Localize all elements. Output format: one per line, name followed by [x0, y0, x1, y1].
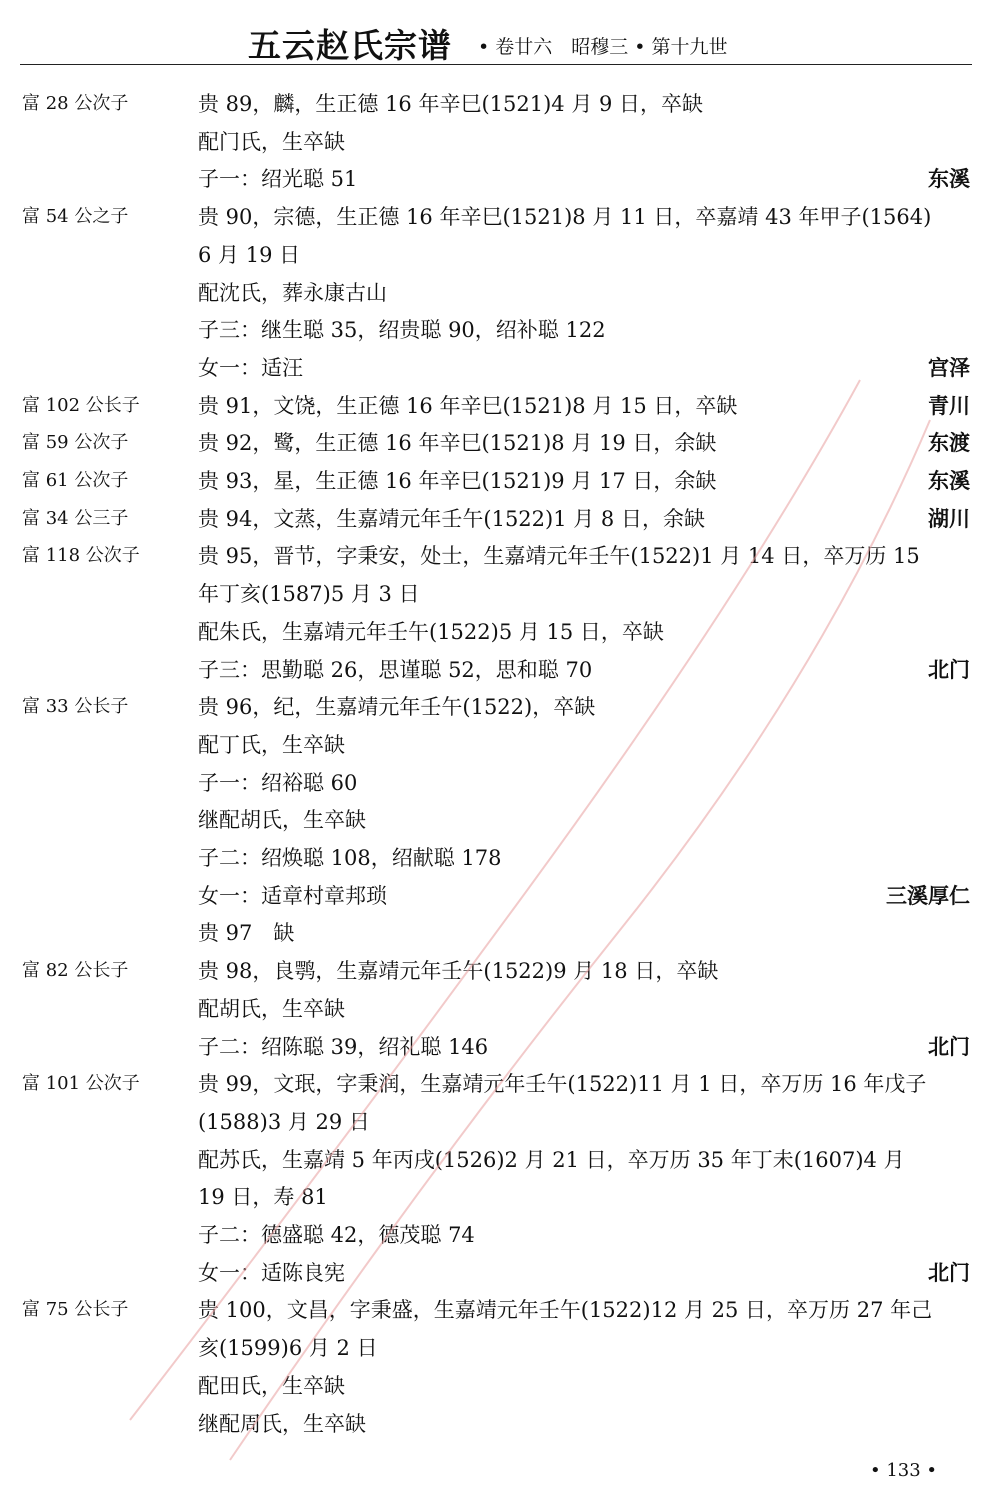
place-label: 青川 — [928, 392, 970, 418]
entry-line: 继配胡氏，生卒缺 — [198, 808, 366, 833]
place-label: 宫泽 — [928, 354, 970, 380]
entry-line: 贵 92，鹭，生正德 16 年辛巳(1521)8 月 19 日，余缺 — [198, 431, 717, 456]
entry-line: (1588)3 月 29 日 — [198, 1109, 370, 1134]
entry-line: 贵 99，文珉，字秉润，生嘉靖元年壬午(1522)11 月 1 日，卒万历 16 年戊子 — [198, 1072, 927, 1097]
father-label: 富 75 公长子 — [22, 1299, 129, 1321]
page-number: • 133 • — [870, 1460, 938, 1481]
entry-line: 女一：适汪 — [198, 355, 303, 380]
entry-line: 子一：绍裕聪 60 — [198, 770, 358, 795]
entry-line: 子三：继生聪 35，绍贵聪 90，绍补聪 122 — [198, 318, 606, 343]
entry-line: 亥(1599)6 月 2 日 — [198, 1336, 378, 1361]
father-label: 富 34 公三子 — [22, 507, 129, 529]
entry-line: 配丁氏，生卒缺 — [198, 732, 345, 757]
entry-line: 贵 89，麟，生正德 16 年辛巳(1521)4 月 9 日，卒缺 — [198, 92, 704, 116]
father-label: 富 28 公次子 — [22, 93, 129, 114]
entry-line: 贵 100，文昌，字秉盛，生嘉靖元年壬午(1522)12 月 25 日，卒万历 27 年己 — [198, 1298, 933, 1323]
entry-line: 女一：适陈良宪 — [198, 1260, 345, 1285]
father-label: 富 59 公次子 — [22, 432, 129, 454]
place-label: 三溪厚仁 — [886, 882, 970, 908]
place-label: 北门 — [928, 1259, 970, 1285]
entry-line: 子二：绍陈聪 39，绍礼聪 146 — [198, 1034, 489, 1059]
entry-line: 配门氏，生卒缺 — [198, 129, 345, 154]
father-label: 富 118 公次子 — [22, 545, 140, 567]
father-label: 富 102 公长子 — [22, 394, 140, 416]
entry-line: 贵 91，文饶，生正德 16 年辛巳(1521)8 月 15 日，卒缺 — [198, 393, 738, 418]
father-label: 富 101 公次子 — [22, 1073, 140, 1095]
entry-line: 贵 93，星，生正德 16 年辛巳(1521)9 月 17 日，余缺 — [198, 469, 717, 493]
entry-line: 配朱氏，生嘉靖元年壬午(1522)5 月 15 日，卒缺 — [198, 619, 664, 644]
entry-line: 子二：绍焕聪 108，绍献聪 178 — [198, 846, 502, 870]
entry-line: 配苏氏，生嘉靖 5 年丙戌(1526)2 月 21 日，卒万历 35 年丁未(1607)4 月 — [198, 1147, 905, 1172]
entry-line: 配田氏，生卒缺 — [198, 1373, 345, 1398]
entry-line: 贵 94，文蒸，生嘉靖元年壬午(1522)1 月 8 日，余缺 — [198, 506, 705, 531]
entry-line: 19 日，寿 81 — [198, 1185, 328, 1210]
entry-line: 贵 90，宗德，生正德 16 年辛巳(1521)8 月 11 日，卒嘉靖 43 年甲子(1564) — [198, 205, 932, 230]
page-header — [20, 18, 972, 65]
entry-line: 贵 96，纪，生嘉靖元年壬午(1522)，卒缺 — [198, 695, 596, 720]
entry-line: 配沈氏，葬永康古山 — [198, 280, 387, 305]
father-label: 富 61 公次子 — [22, 470, 129, 491]
place-label: 东渡 — [928, 430, 970, 456]
father-label: 富 33 公长子 — [22, 696, 129, 718]
place-label: 北门 — [928, 656, 970, 682]
father-label: 富 82 公长子 — [22, 960, 129, 982]
entry-line: 贵 95，晋节，字秉安，处士，生嘉靖元年壬午(1522)1 月 14 日，卒万历 15 — [198, 544, 920, 569]
entry-line: 6 月 19 日 — [198, 242, 301, 267]
place-label: 北门 — [928, 1033, 970, 1059]
father-label: 富 54 公之子 — [22, 206, 129, 228]
book-title: 五云赵氏宗谱 — [248, 26, 452, 65]
place-label: 湖川 — [928, 505, 970, 531]
entry-line: 年丁亥(1587)5 月 3 日 — [198, 582, 420, 607]
entry-line: 贵 97 缺 — [198, 921, 295, 946]
entry-line: 配胡氏，生卒缺 — [198, 996, 345, 1021]
entry-line: 子一：绍光聪 51 — [198, 167, 358, 192]
entry-line: 贵 98，良鹗，生嘉靖元年壬午(1522)9 月 18 日，卒缺 — [198, 959, 719, 984]
entry-line: 子三：思勤聪 26，思谨聪 52，思和聪 70 — [198, 657, 593, 682]
entry-line: 子二：德盛聪 42，德茂聪 74 — [198, 1223, 475, 1247]
section-subtitle: • 卷廿六 昭穆三 • 第十九世 — [478, 36, 728, 58]
place-label: 东溪 — [928, 166, 970, 192]
entry-line: 继配周氏，生卒缺 — [198, 1411, 366, 1436]
place-label: 东溪 — [928, 468, 970, 493]
entry-line: 女一：适章村章邦琐 — [198, 883, 387, 908]
